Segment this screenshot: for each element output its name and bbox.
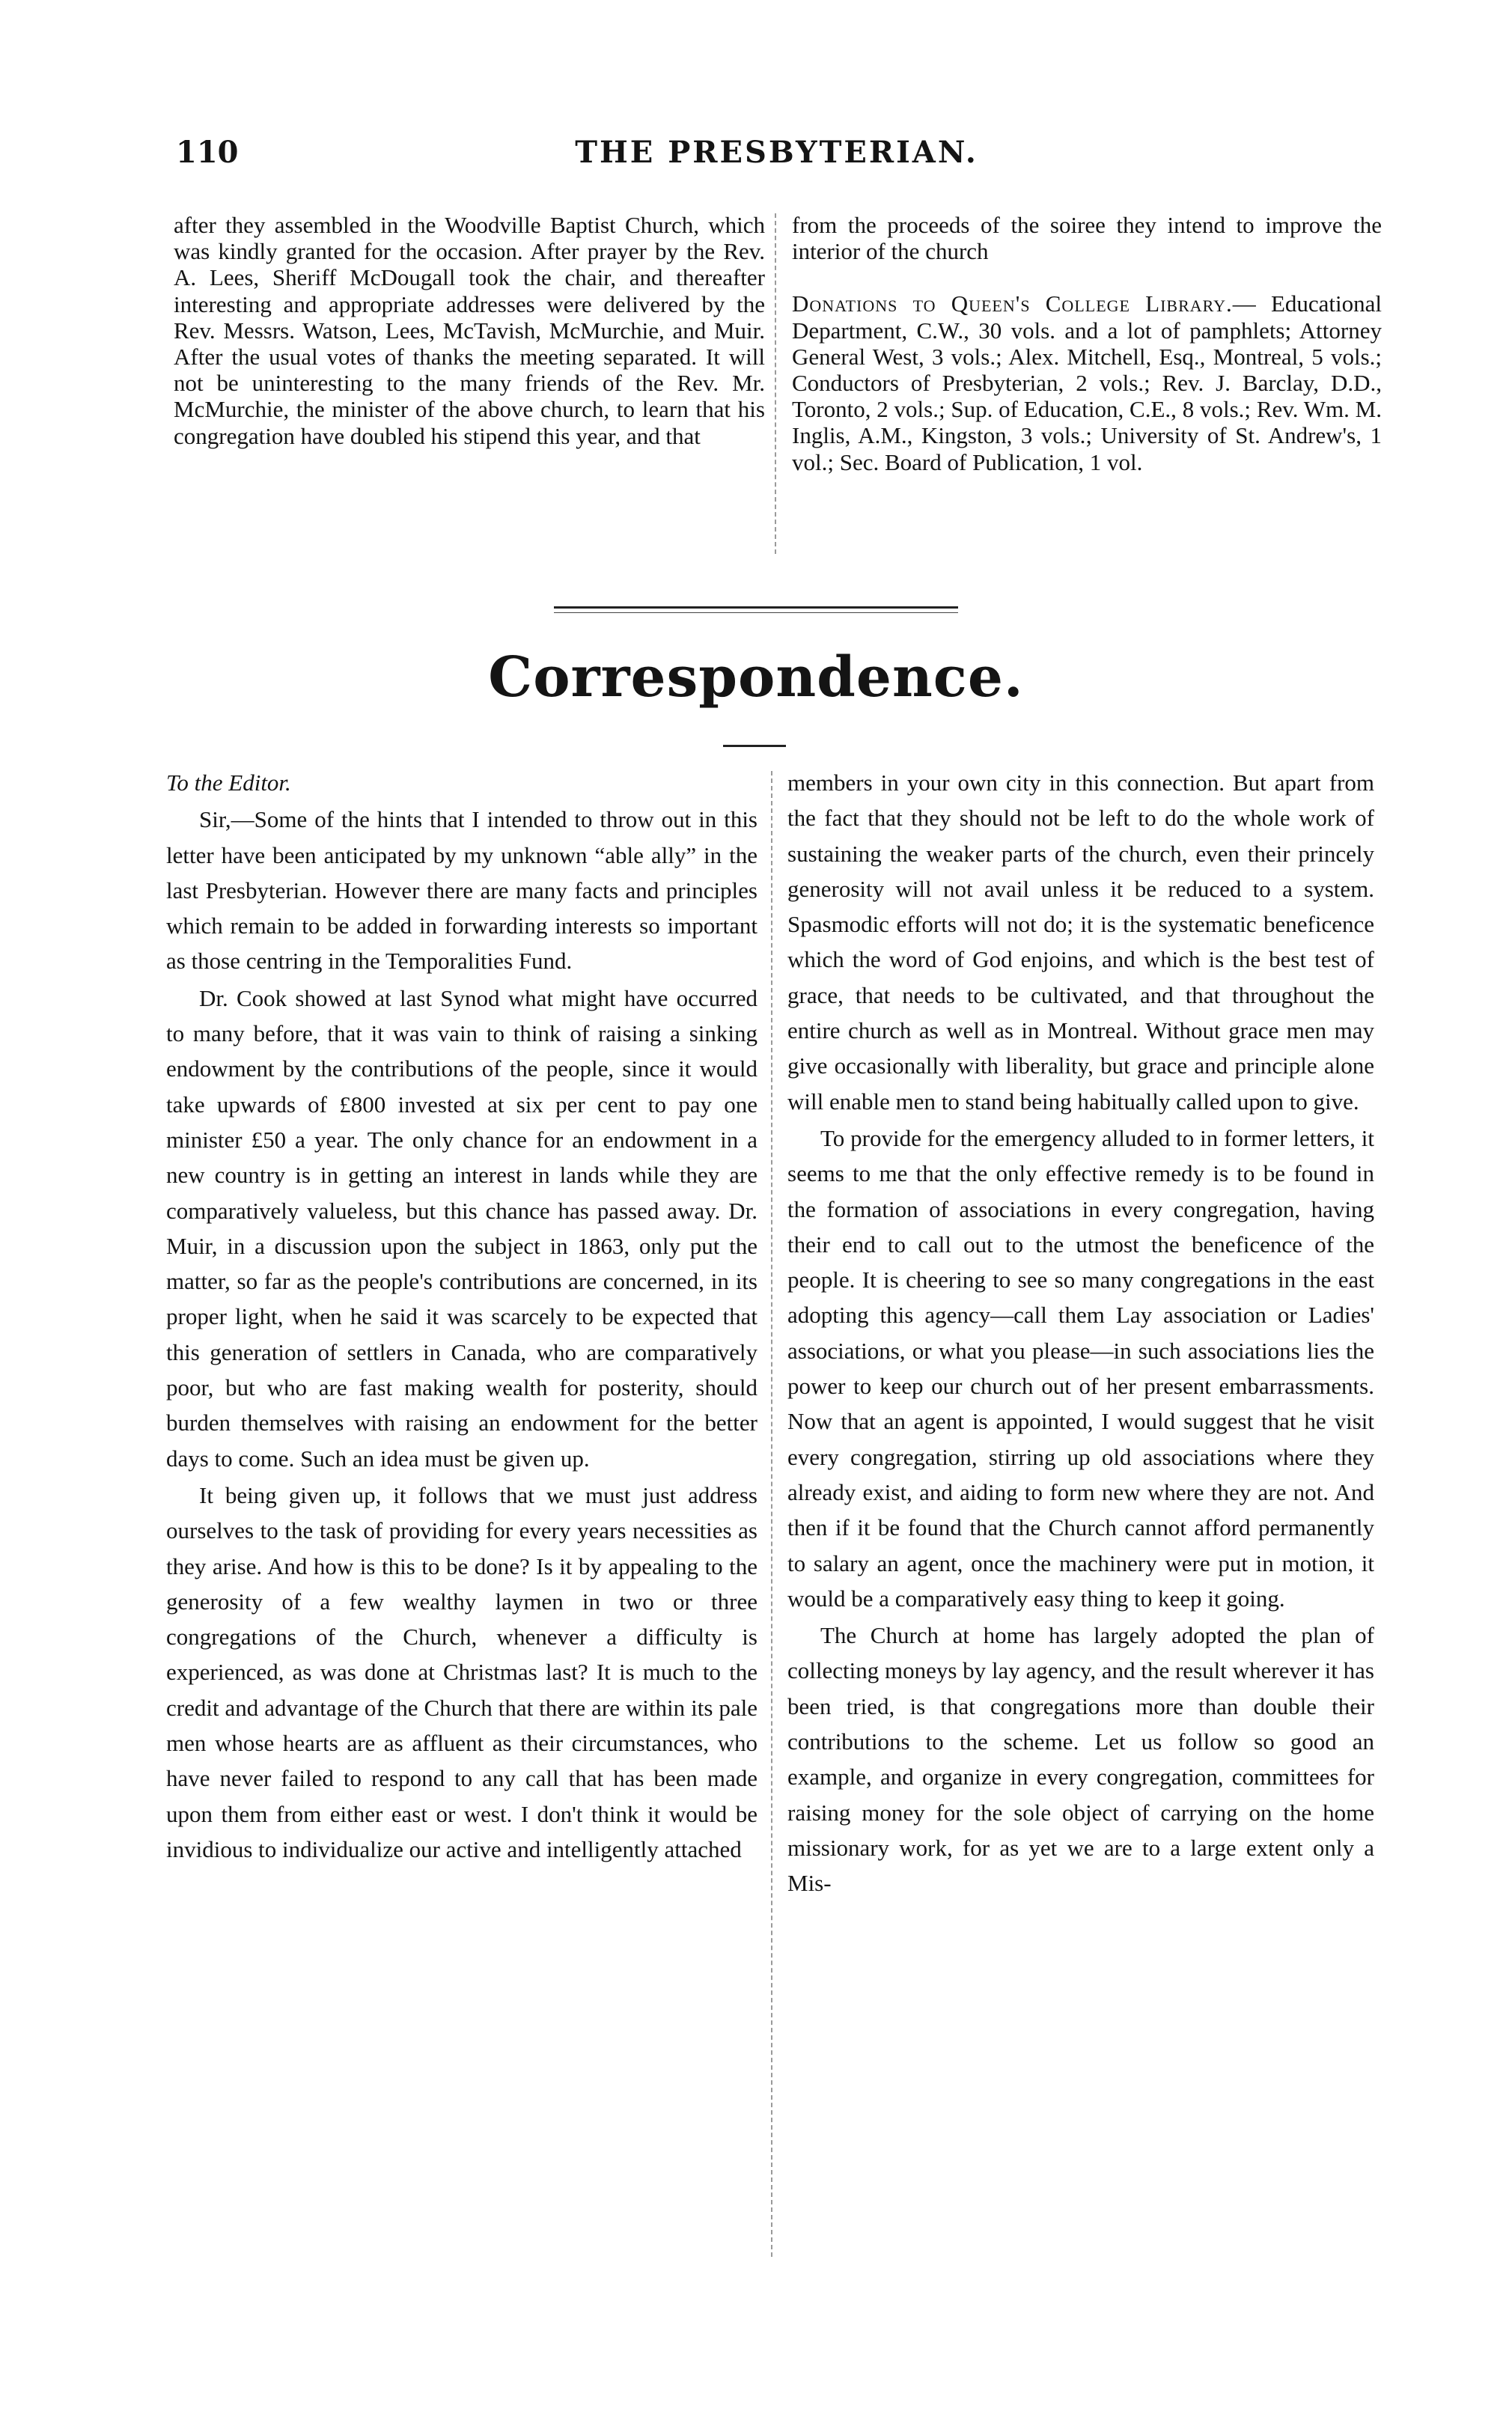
section-divider-rule xyxy=(554,606,958,609)
running-head xyxy=(176,135,1377,180)
letter-paragraph: To provide for the emergency alluded to in former letters, it seems to me that the only effective remedy is to be found in the formation of associations in every congregation, having their end to call out to the utmost the beneficence of the people. It is cheering to see so many congregations in the east adopting this agency—call them Lay association or Ladies' associations, or what you please—in such associations lies the power to keep our church out of her present embarrassments. Now that an agent is appointed, I would suggest that he visit every congregation, stirring up old associations where they already exist, and aiding to form new where they are not. And then if it be found that the Church cannot afford permanently to salary an agent, once the machinery were put in motion, it would be a comparatively easy thing to keep it going. xyxy=(787,1124,1374,1612)
letter-column-right xyxy=(787,765,1374,1901)
journal-title: THE PRESBYTERIAN. xyxy=(575,135,978,170)
letter-paragraph: members in your own city in this connection. But apart from the fact that they should not be left to do the whole work of sustaining the weaker parts of the church, even their princely generosity will not avail unless it be reduced to a system. Spasmodic efforts will not do; it is the systematic beneficence which the word of God enjoins, and which is the best test of grace, that needs to be cultivated, and that throughout the entire church as well as in Montreal. Without grace men may give occasionally with liberality, but grace and principle alone will enable men to stand being habitually called upon to give. xyxy=(787,769,1374,1115)
column-divider-body xyxy=(771,771,772,2257)
letter-paragraph: The Church at home has largely adopted the plan of collecting moneys by lay agency, and the result wherever it has been tried, is that congregations more than double their contributions to the scheme. Let us follow so good an example, and organize in every congregation, committees for raising money for the sole object of carrying on the home missionary work, for as yet we are to a large extent only a Mis- xyxy=(787,1622,1374,1897)
news-paragraph-continued: from the proceeds of the soiree they intend to improve the interior of the church xyxy=(792,212,1382,265)
page-number: 110 xyxy=(176,135,239,170)
letter-paragraph: It being given up, it follows that we must just address ourselves to the task of providing for every years necessities as they arise. And how is this to be done? Is it by appealing to the generosity of a few wealthy laymen in two or three congregations of the Church, whenever a difficulty is experienced, as was done at Christmas last? It is much to the credit and advantage of the Church that there are within its pale men whose hearts are as affluent as their circumstances, who have never failed to respond to any call that has been made upon them from either east or west. I don't think it would be invidious to individualize our active and intelligently attached xyxy=(166,1481,757,1862)
donations-notice xyxy=(792,290,1382,475)
news-column-right xyxy=(792,212,1382,475)
letter-paragraph: Sir,—Some of the hints that I intended to throw out in this letter have been anticipated by my unknown “able ally” in the last Presbyterian. However there are many facts and principles which remain to be added in forwarding interests so important as those centring in the Temporalities Fund. xyxy=(166,806,757,975)
letter-paragraph: Dr. Cook showed at last Synod what might have occurred to many before, that it was vain to think of raising a sinking endowment by the contributions of the people, since it would take upwards of £800 invested at six per cent to pay one minister £50 a year. The only chance for an endowment in a new country is in getting an interest in lands while they are comparatively valueless, but this chance has passed away. Dr. Muir, in a discussion upon the subject in 1863, only put the matter, so far as the people's contributions are concerned, in its proper light, when he said it was scarcely to be expected that this generation of settlers in Canada, who are comparatively poor, but who are fast making wealth for posterity, should burden themselves with raising an endowment for the better days to come. Such an idea must be given up. xyxy=(166,984,757,1472)
donations-text: Educational Department, C.W., 30 vols. and a lot of pamphlets; Attorney General West, 3 vols.; Alex. Mitchell, Esq., Montreal, 5 vols.; Conductors of Presbyterian, 2 vols.; Rev. J. Barclay, D.D., Toronto, 2 vols.; Sup. of Education, C.E., 8 vols.; Rev. Wm. M. Inglis, A.M., Kingston, 3 vols.; University of St. Andrew's, 1 vol.; Sec. Board of Publication, 1 vol. xyxy=(792,290,1383,475)
column-divider-top xyxy=(775,213,776,554)
letter-column-left xyxy=(166,765,757,1867)
letter-salutation: To the Editor. xyxy=(166,769,291,796)
section-heading: Correspondence. xyxy=(488,645,1024,710)
donations-heading: Donations to Queen's College Library.— xyxy=(792,290,1257,317)
heading-underline xyxy=(723,745,786,747)
news-column-left xyxy=(174,212,765,449)
news-paragraph: after they assembled in the Woodville Baptist Church, which was kindly granted for the occasion. After prayer by the Rev. A. Lees, Sheriff McDougall took the chair, and thereafter interesting and appropriate addresses were delivered by the Rev. Messrs. Watson, Lees, McTavish, McMurchie, and Muir. After the usual votes of thanks the meeting separated. It will not be uninteresting to the many friends of the Rev. Mr. McMurchie, the minister of the above church, to learn that his congregation have doubled his stipend this year, and that xyxy=(174,212,765,449)
